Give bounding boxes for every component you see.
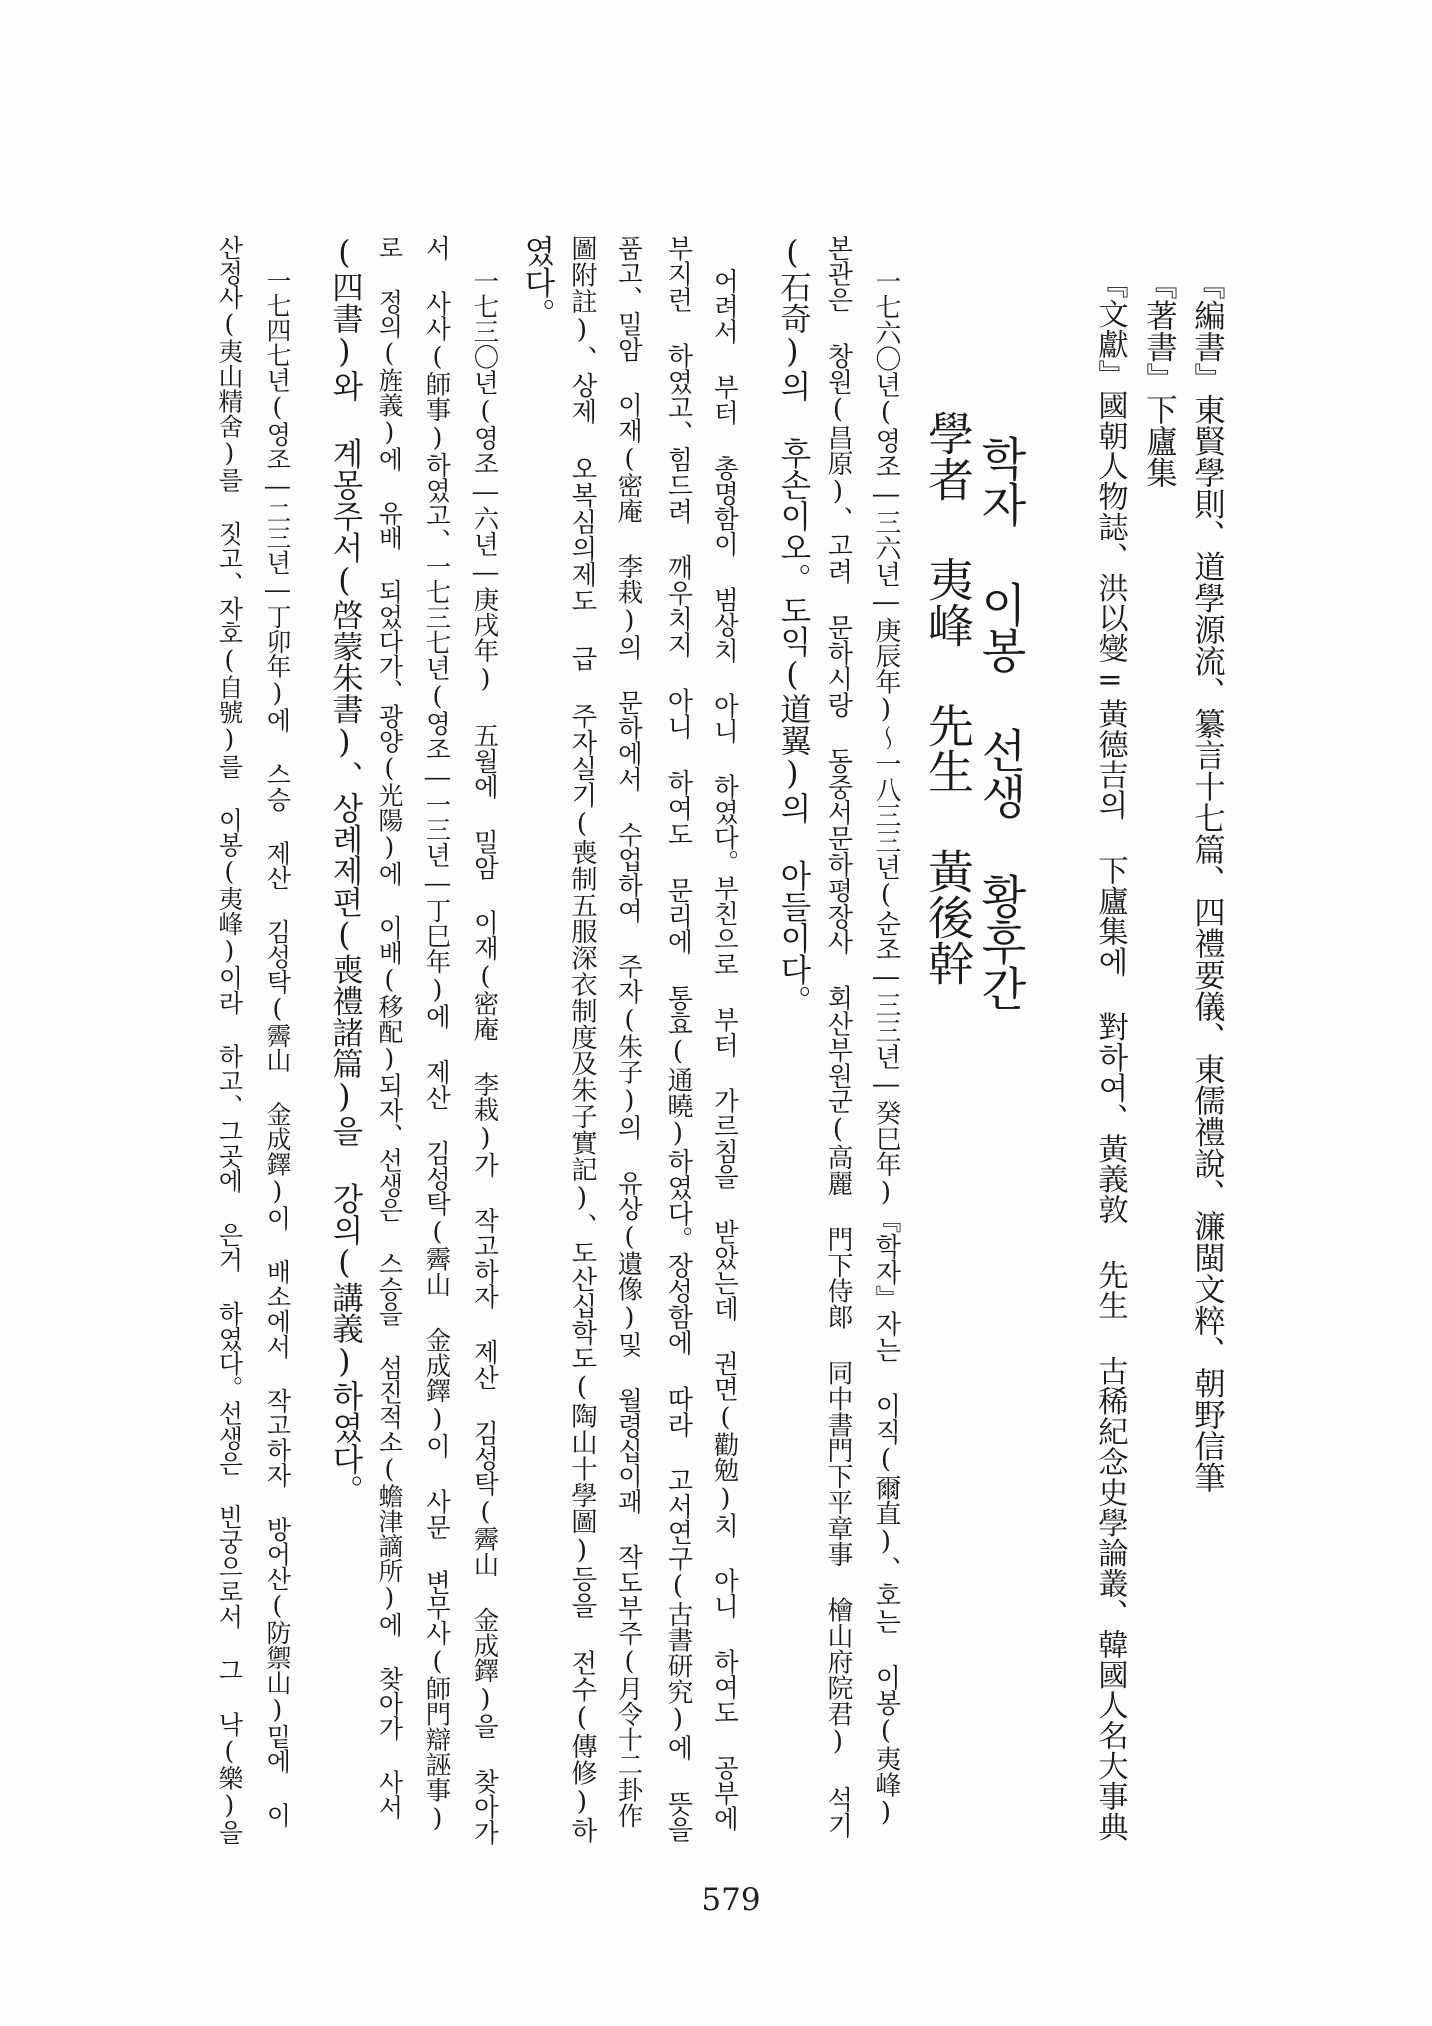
text-line: 산정사(夷山精舍)를 짓고、자호(自號)를 이봉(夷峰)이라 하고、그곳에 은거 하였다。선생은 빈궁으로서 그 낙(樂)을 — [214, 235, 244, 1845]
text-line-edit-books: 『編書』東賢學則、道學源流、纂言十七篇、四禮要儀、東儒禮說、濂閩文粹、朝野信筆 — [1188, 268, 1225, 1493]
text-line: 부지런 하였고、힘드려 깨우치지 아니 하여도 문리에 통효(通曉)하였다。장성함에 따라 고서연구(古書研究)에 뜻을 — [662, 235, 693, 1843]
text-line-authored-books: 『著書』下廬集 — [1140, 268, 1177, 488]
text-line: 품고、밀암 이재(密庵 李栽)의 문하에서 수업하여 주자(朱子)의 유상(遺像)및 월령십이괘 작도부주(月令十二卦作 — [614, 235, 645, 1828]
text-line: 一七六〇년(영조―三六년―庚辰年)～一八三三년(순조―三三년―癸巳年)『학자』자는 이직(爾直)、호는 이봉(夷峰) — [870, 268, 901, 1828]
section-title-korean: 학자 이봉 선생 황후간 — [974, 435, 1028, 1011]
text-line: 였다。 — [518, 235, 555, 330]
text-line: 一七三〇년(영조―六년―庚戌年) 五월에 밀암 이재(密庵 李栽)가 작고하자 제산 김성탁(霽山 金成鐸)을 찾아가 — [470, 268, 501, 1845]
text-line: 서 사사(師事)하였고、一七三七년(영조―一三년―丁巳年)에 제산 김성탁(霽山 金成鐸)이 사문 변무사(師門辯誣事) — [422, 235, 453, 1833]
text-line-references: 『文獻』國朝人物誌、洪以燮=黃德吉의 下廬集에 對하여、黃義敦 先生 古稀紀念史學論叢、韓國人名大事典 — [1092, 268, 1128, 1842]
text-line: (四書)와 계몽주서(啓蒙朱書)、상례제편(喪禮諸篇)을 강의(講義)하였다。 — [326, 235, 363, 1506]
text-line: (石奇)의 후손이오。도익(道翼)의 아들이다。 — [774, 235, 811, 1017]
text-line: 어려서 부터 총명함이 범상치 아니 하였다。부친으로 부터 가르침을 받았는데 권면(勸勉)치 아니 하여도 공부에 — [710, 268, 741, 1831]
text-line: 로 정의(旌義)에 유배 되었다가、광양(光陽)에 이배(移配)되자、선생은 스승을 섬진적소(蟾津謫所)에 찾아가 사서 — [374, 235, 404, 1820]
text-line: 본관은 창원(昌原)、고려 문하시랑 동중서문하평장사 회산부원군(高麗 門下侍郞 同中書門下平章事 檜山府院君) 석기 — [822, 235, 853, 1839]
section-title-hanja: 學者 夷峰 先生 黃後幹 — [921, 410, 975, 986]
text-line: 圖附註)、상제 오복심의제도 급 주자실기(喪制五服深衣制度及朱子實記)、도산십학도(陶山十學圖)등을 전수(傳修)하 — [566, 235, 598, 1844]
page-number: 579 — [701, 1882, 761, 1918]
text-line: 一七四七년(영조―二三년―丁卯年)에 스승 제산 김성탁(霽山 金成鐸)이 배소에서 작고하자 방어산(防禦山)밑에 이 — [262, 268, 292, 1828]
